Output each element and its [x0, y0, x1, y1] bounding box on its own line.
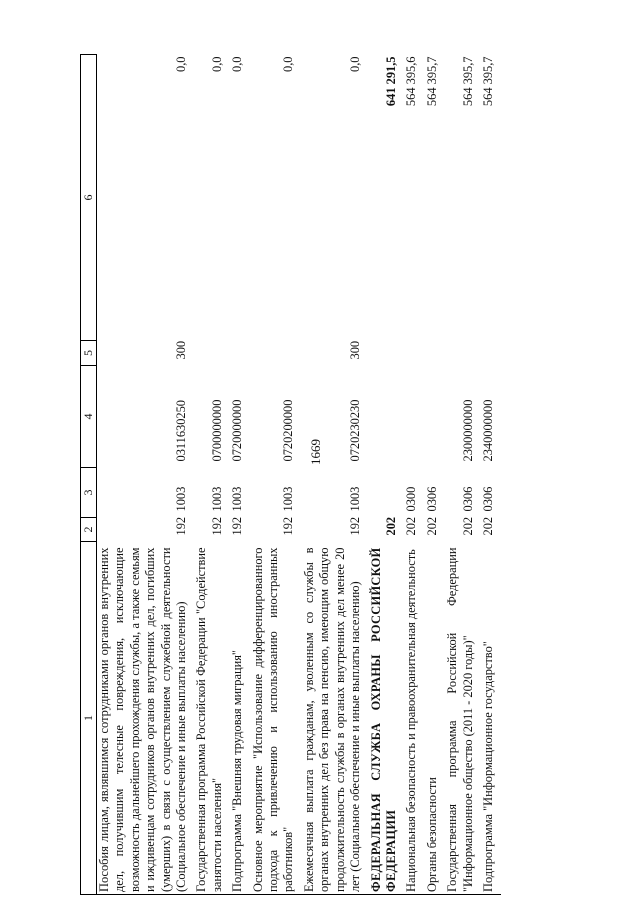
row-ministry-code: 192 [230, 516, 245, 536]
row-section-code: 1003 [230, 486, 245, 512]
row-expense-type [445, 341, 481, 366]
row-section-code: 1003 [209, 486, 224, 512]
row-amount: 0,0 [281, 56, 296, 72]
row-ministry-code: 202 [404, 516, 419, 536]
row-section-code: 1003 [174, 486, 189, 512]
row-amount: 564 395,7 [460, 56, 475, 107]
row-description: Национальная безопасность и правоохранительная деятельность [404, 542, 424, 895]
table-row [425, 55, 445, 895]
row-expense-type [481, 341, 501, 366]
row-expense-type [425, 341, 445, 366]
row-target-code: 0700000000 [209, 399, 224, 462]
col-header-6: 6 [81, 55, 97, 341]
table-row [230, 55, 250, 895]
row-section-code: 0300 [404, 486, 419, 512]
row-expense-type [404, 341, 424, 366]
row-section-code: 0306 [460, 486, 475, 512]
row-amount: 0,0 [209, 56, 224, 72]
row-expense-type [251, 341, 302, 366]
row-amount: 564 395,7 [424, 56, 439, 107]
row-description: Государственная программа Российской Федерации "Информационное общество (2011 - 2020 годы)" [445, 542, 481, 895]
row-ministry-code: 192 [348, 516, 363, 536]
page-number: 1669 [308, 439, 323, 465]
row-section-code: 1003 [348, 486, 363, 512]
table-row [251, 55, 302, 895]
row-expense-type: 300 [174, 340, 189, 360]
row-description: Подпрограмма "Информационное государство" [481, 542, 501, 895]
table-row [97, 55, 195, 895]
row-expense-type [230, 341, 250, 366]
table-row [194, 55, 230, 895]
table-row [404, 55, 424, 895]
row-description: Органы безопасности [425, 542, 445, 895]
row-description: Основное мероприятие "Использование дифференцированного подхода к привлечению и использованию иностранных работников" [251, 542, 302, 895]
row-section-code [369, 468, 405, 518]
row-target-code: 0720200000 [281, 399, 296, 462]
table-row [302, 55, 369, 895]
row-amount: 564 395,6 [404, 56, 419, 107]
row-ministry-code: 202 [424, 516, 439, 536]
row-target-code [404, 366, 424, 468]
row-section-code: 0306 [480, 486, 495, 512]
row-ministry-code: 192 [281, 516, 296, 536]
row-description: Ежемесячная выплата гражданам, уволенным со службы в органах внутренних дел без права на пенсию, имеющим общую продолжительность службы в органах внутренних дел менее 20 лет (Социальное обеспечение и иные выплаты населению) [302, 542, 369, 895]
row-amount: 641 291,5 [383, 56, 398, 107]
row-target-code [369, 366, 405, 468]
col-header-1: 1 [81, 542, 97, 895]
row-ministry-code: 192 [209, 516, 224, 536]
table-row [445, 55, 481, 895]
row-ministry-code: 202 [460, 516, 475, 536]
row-description: ФЕДЕРАЛЬНАЯ СЛУЖБА ОХРАНЫ РОССИЙСКОЙ ФЕДЕРАЦИИ [369, 542, 405, 895]
col-header-4: 4 [81, 366, 97, 468]
budget-table [80, 54, 501, 895]
row-amount: 0,0 [348, 56, 363, 72]
col-header-3: 3 [81, 468, 97, 518]
row-ministry-code: 192 [174, 516, 189, 536]
row-target-code: 2340000000 [480, 399, 495, 462]
col-header-5: 5 [81, 341, 97, 366]
row-target-code: 2300000000 [460, 399, 475, 462]
row-target-code [425, 366, 445, 468]
row-description: Государственная программа Российской Федерации "Содействие занятости населения" [194, 542, 230, 895]
row-target-code: 0720230230 [348, 399, 363, 462]
row-amount: 0,0 [174, 56, 189, 72]
row-target-code: 0720000000 [230, 399, 245, 462]
row-expense-type [369, 341, 405, 366]
table-row [369, 55, 405, 895]
row-description: Подпрограмма "Внешняя трудовая миграция" [230, 542, 250, 895]
row-ministry-code: 202 [480, 516, 495, 536]
row-section-code: 0306 [424, 486, 439, 512]
column-number-row [81, 55, 97, 895]
row-amount: 564 395,7 [480, 56, 495, 107]
row-expense-type: 300 [348, 340, 363, 360]
table-body [97, 55, 502, 895]
row-ministry-code: 202 [383, 516, 398, 536]
table-row [481, 55, 501, 895]
row-section-code: 1003 [281, 486, 296, 512]
row-amount: 0,0 [230, 56, 245, 72]
rotated-table-container [80, 55, 575, 895]
row-target-code: 0311630250 [174, 400, 189, 462]
row-description: Пособия лицам, являвшимся сотрудниками органов внутренних дел, получившим телесные повреждения, исключающие возможность дальнейшего прохождения службы, а также семьям и иждивенцам сотрудников органов внутренних дел, погибших (умерших) в связи с осуществлением служебной деятельности (Социальное обеспечение и иные выплаты населению) [97, 542, 195, 895]
row-expense-type [194, 341, 230, 366]
col-header-2: 2 [81, 518, 97, 542]
